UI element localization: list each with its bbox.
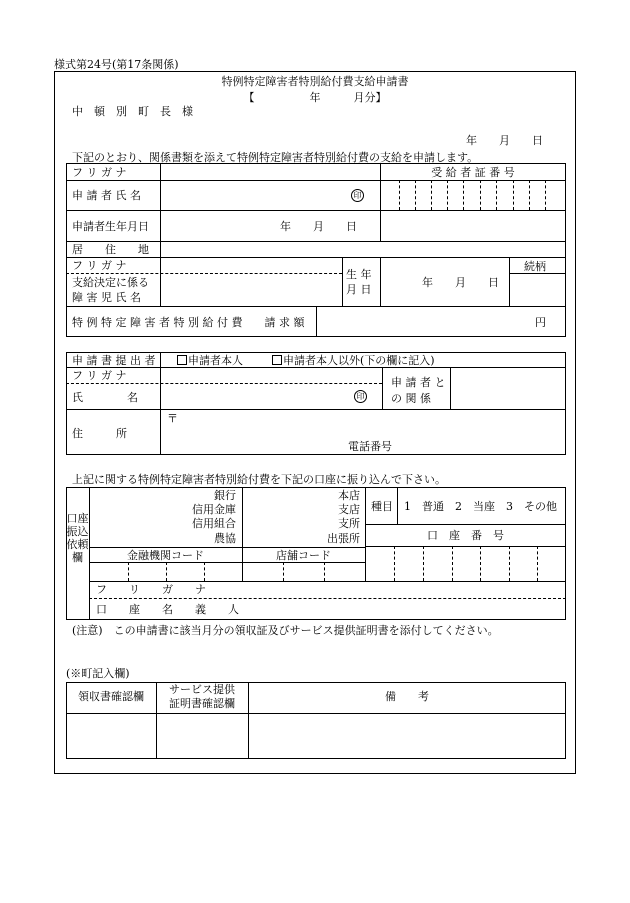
relation-label: 続柄 [524, 260, 546, 273]
note-text: (注意) この申請書に該当月分の領収証及びサービス提供証明書を添付してください。 [72, 624, 499, 637]
postal-mark: 〒 [167, 412, 178, 425]
checkbox-other[interactable] [272, 355, 282, 365]
checkbox-self[interactable] [177, 355, 187, 365]
receipt-check-label: 領収書確認欄 [78, 690, 144, 703]
bank-intro: 上記に関する特例特定障害者特別給付費を下記の口座に振り込んで下さい。 [72, 473, 446, 486]
applicant-birthdate-label: 申請者生年月日 [72, 220, 149, 233]
seal-icon: 印 [351, 189, 364, 202]
bank-type-bank: 銀行 [214, 489, 236, 502]
bank-code-label: 金融機関コード [127, 549, 204, 562]
applicant-name-label: 申 請 者 氏 名 [72, 189, 141, 202]
account-number-label: 口 座 番 号 [427, 529, 504, 542]
remarks-label: 備 考 [385, 690, 429, 703]
seal-icon: 印 [354, 390, 367, 403]
holder-label: 口 座 名 義 人 [96, 603, 239, 616]
town-use-heading: (※町記入欄) [66, 667, 130, 680]
holder-furigana-label: フ リ ガ ナ [96, 583, 206, 596]
child-birth-label-2: 月 日 [346, 283, 372, 296]
option-self[interactable]: 申請者本人 [177, 355, 243, 366]
child-birth-value: 年 月 日 [422, 276, 499, 289]
date-line: 年 月 日 [466, 134, 543, 147]
recipient-number-label: 受 給 者 証 番 号 [431, 166, 515, 179]
intro-text: 下記のとおり、関係書類を添えて特例特定障害者特別給付費の支給を申請します。 [72, 151, 479, 164]
bank-type-kumiai: 信用組合 [192, 517, 236, 530]
yen-unit: 円 [535, 316, 546, 329]
form-period: 【 年 月分】 [243, 91, 387, 104]
branch-type-sub: 支所 [338, 517, 360, 530]
bank-side-label: 口座振込依頼欄 [66, 512, 89, 564]
address-label: 居 住 地 [72, 243, 149, 256]
applicant-birthdate-value: 年 月 日 [280, 220, 357, 233]
child-name-label-1: 支給決定に係る [72, 276, 149, 289]
bank-type-shinkin: 信用金庫 [192, 503, 236, 516]
bank-type-nokyo: 農協 [214, 532, 236, 545]
branch-type-office: 出張所 [327, 532, 360, 545]
submitter-furigana-label: フ リ ガ ナ [72, 369, 127, 382]
service-check-label-2: 証明書確認欄 [169, 697, 235, 710]
phone-label: 電話番号 [348, 440, 392, 453]
child-name-label-2: 障 害 児 氏 名 [72, 291, 141, 304]
relation-label-2: の 関 係 [391, 392, 431, 405]
submitter-label: 申 請 書 提 出 者 [72, 354, 156, 367]
option-other[interactable]: 申請者本人以外(下の欄に記入) [272, 355, 435, 366]
claim-amount-label: 特 例 特 定 障 害 者 特 別 給 付 費 請 求 額 [72, 316, 305, 329]
child-furigana-label: フ リ ガ ナ [72, 259, 127, 272]
branch-code-label: 店舗コード [276, 549, 331, 562]
branch-type-branch: 支店 [338, 503, 360, 516]
addressee: 中 頓 別 町 長 様 [72, 105, 193, 118]
submitter-address-label: 住 所 [72, 427, 127, 440]
submitter-name-label: 氏 名 [72, 391, 138, 404]
form-title: 特例特定障害者特別給付費支給申請書 [221, 75, 409, 88]
account-type: 種目 1 普通 2 当座 3 その他 [371, 500, 557, 513]
relation-label-1: 申 請 者 と [391, 376, 446, 389]
form-number: 様式第24号(第17条関係) [54, 58, 179, 71]
child-birth-label-1: 生 年 [346, 268, 372, 281]
service-check-label-1: サービス提供 [169, 683, 235, 696]
furigana-label: フ リ ガ ナ [72, 166, 127, 179]
branch-type-main: 本店 [338, 489, 360, 502]
